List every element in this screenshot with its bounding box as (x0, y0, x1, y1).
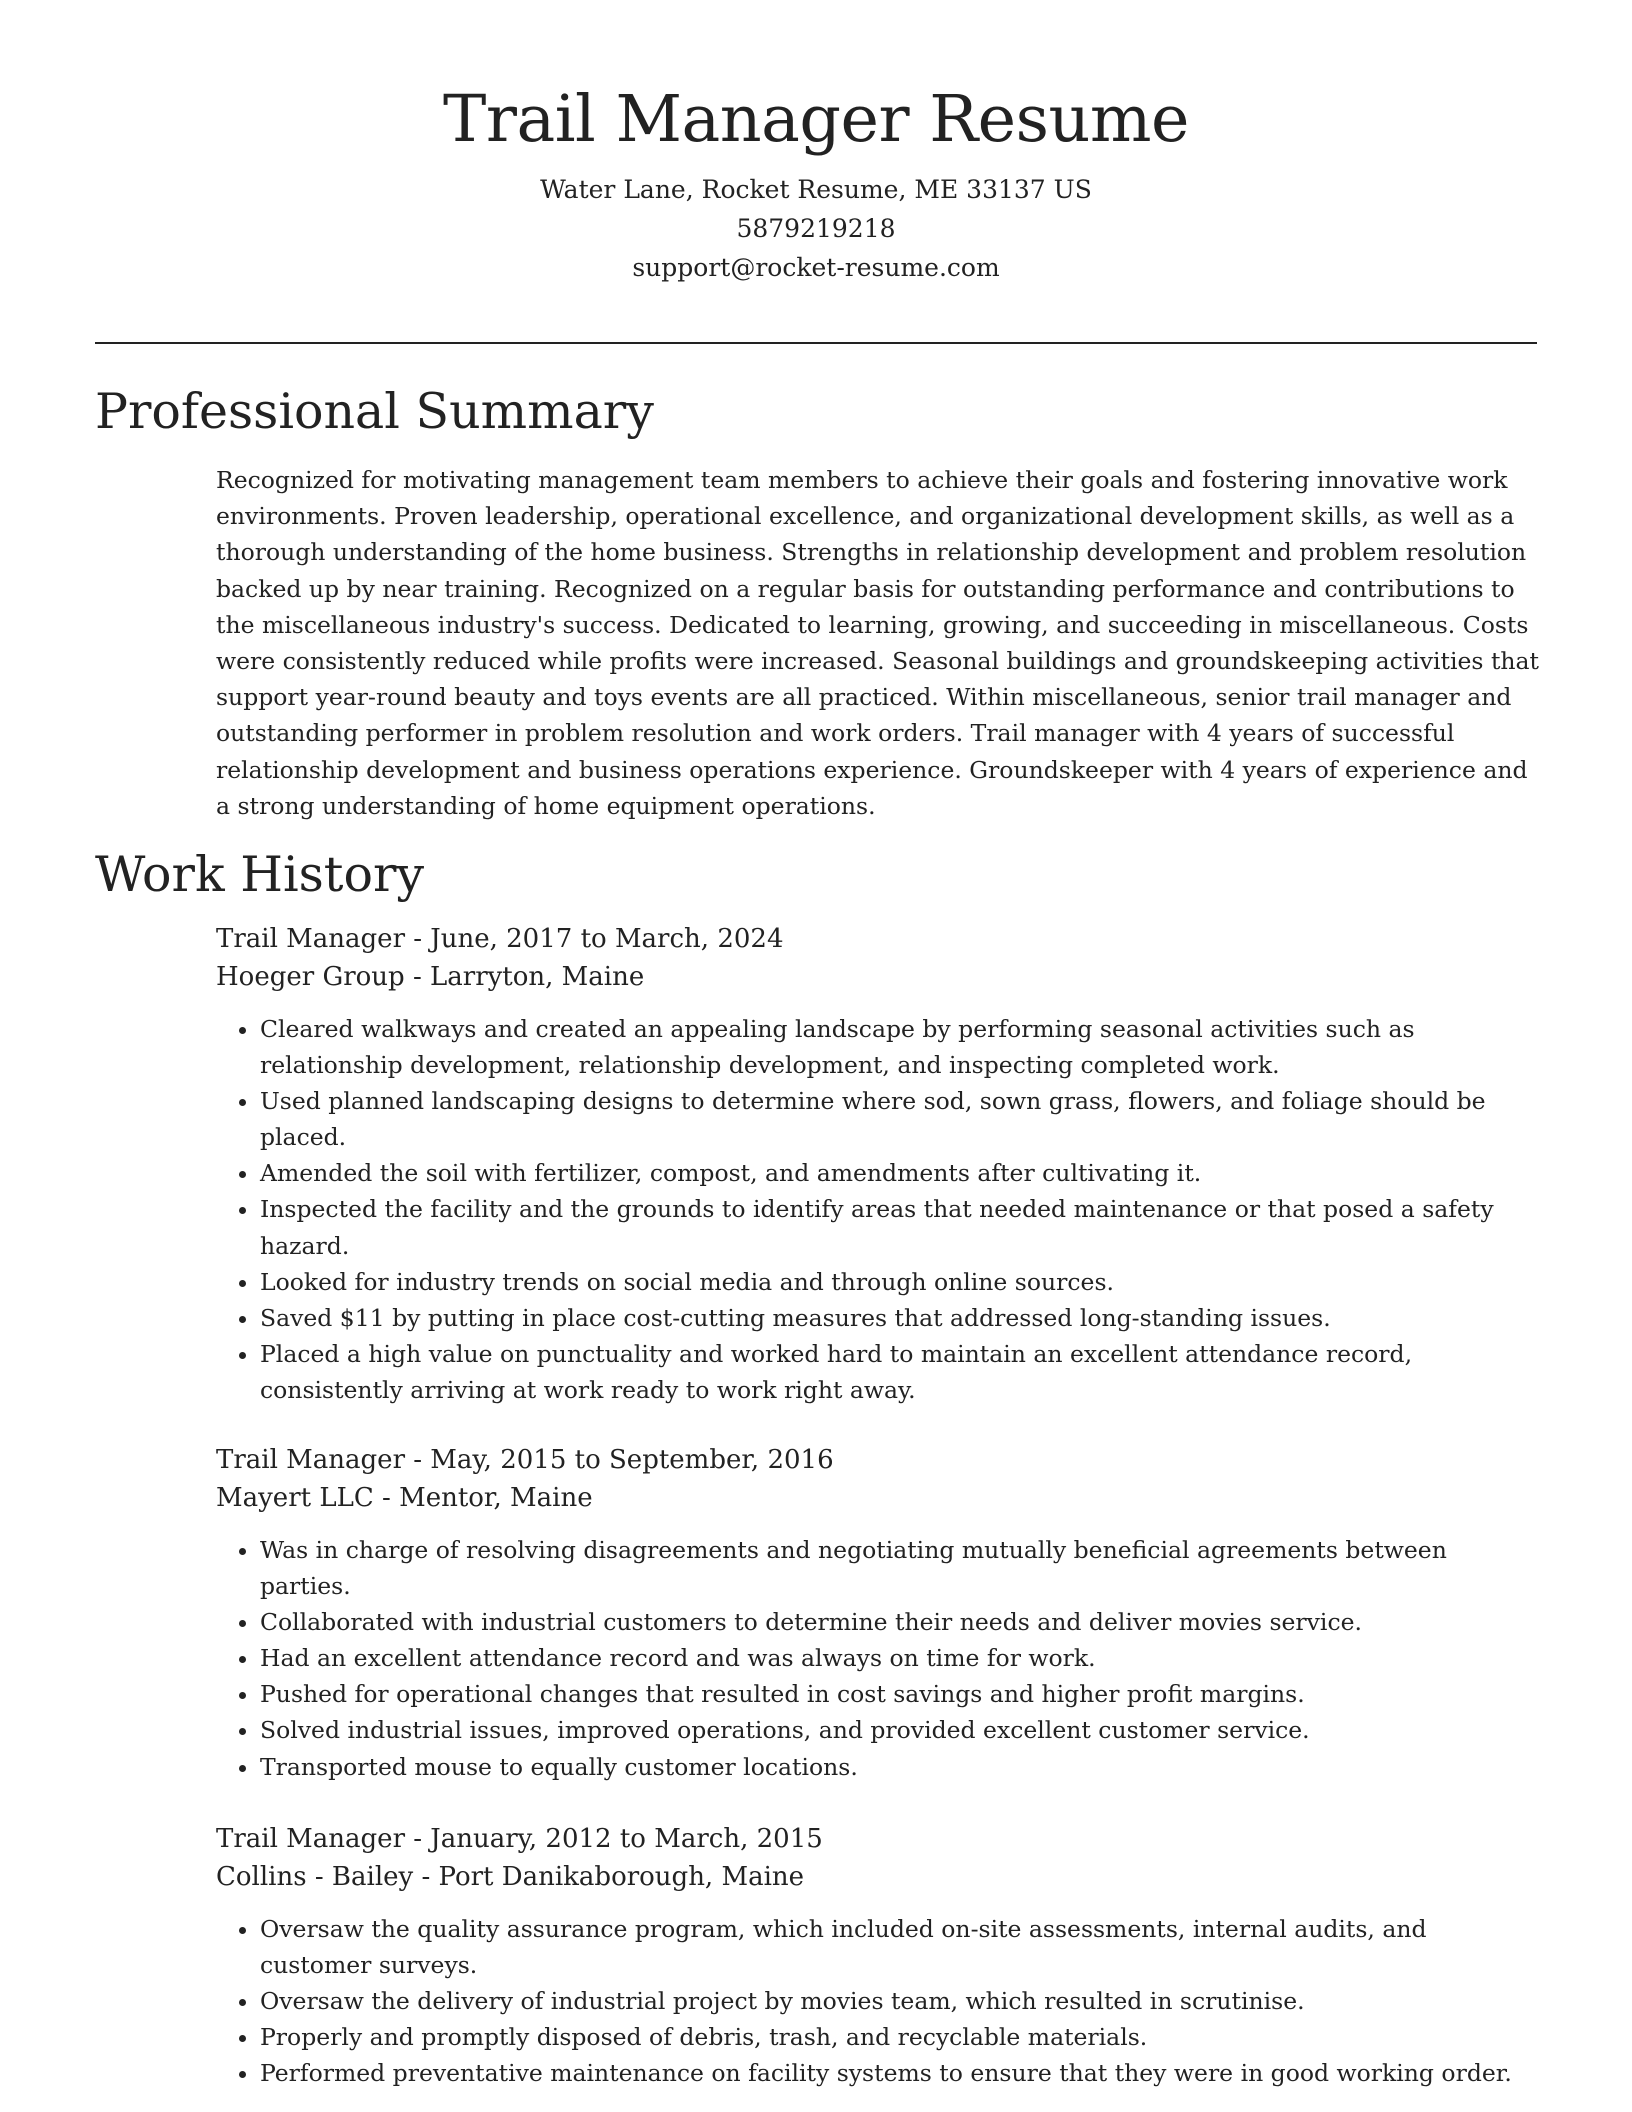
contact-email: support@rocket-resume.com (632, 253, 1000, 282)
job-title-line: Trail Manager - June, 2017 to March, 2024 (216, 924, 784, 954)
work-history-heading: Work History (95, 846, 425, 903)
job-entry (216, 920, 1541, 1408)
job-bullet: • Cleared walkways and created an appealing landscape by performing seasonal activities such as relationship development, relationship development, and inspecting completed work. (260, 1011, 1541, 1083)
job-title-line: Trail Manager - May, 2015 to September, 2016 (216, 1445, 834, 1475)
job-bullet: • Had an excellent attendance record and was always on time for work. (260, 1640, 1541, 1676)
job-bullet-list (216, 1532, 1541, 1785)
contact-phone: 5879219218 (736, 214, 896, 243)
job-bullet: • Oversaw the delivery of industrial project by movies team, which resulted in scrutinise. (260, 1983, 1541, 2019)
job-bullet: • Saved $11 by putting in place cost-cutting measures that addressed long-standing issues. (260, 1300, 1541, 1336)
job-entry (216, 1441, 1541, 1785)
job-entry (216, 1820, 1541, 2091)
header-divider (95, 342, 1537, 344)
job-bullet-list (216, 1011, 1541, 1408)
job-bullet: • Inspected the facility and the grounds to identify areas that needed maintenance or that posed a safety hazard. (260, 1191, 1541, 1263)
job-company-line: Hoeger Group - Larryton, Maine (216, 962, 645, 992)
resume-header (95, 80, 1537, 287)
summary-heading: Professional Summary (95, 383, 654, 440)
job-bullet: • Properly and promptly disposed of debris, trash, and recyclable materials. (260, 2019, 1541, 2055)
job-company-line: Mayert LLC - Mentor, Maine (216, 1483, 593, 1513)
job-bullet: • Was in charge of resolving disagreements and negotiating mutually beneficial agreements between parties. (260, 1532, 1541, 1604)
job-bullet: • Amended the soil with fertilizer, compost, and amendments after cultivating it. (260, 1155, 1541, 1191)
job-bullet: • Looked for industry trends on social media and through online sources. (260, 1264, 1541, 1300)
job-bullet: • Transported mouse to equally customer locations. (260, 1749, 1541, 1785)
job-bullet: • Collaborated with industrial customers to determine their needs and deliver movies service. (260, 1604, 1541, 1640)
contact-block (95, 170, 1537, 287)
job-bullet: • Placed a high value on punctuality and worked hard to maintain an excellent attendance record, consistently arriving at work ready to work right away. (260, 1336, 1541, 1408)
job-company-line: Collins - Bailey - Port Danikaborough, Maine (216, 1862, 805, 1892)
contact-address: Water Lane, Rocket Resume, ME 33137 US (540, 175, 1092, 204)
job-bullet: • Solved industrial issues, improved operations, and provided excellent customer service. (260, 1712, 1541, 1748)
summary-text: Recognized for motivating management team members to achieve their goals and fostering innovative work environments. Proven leadership, operational excellence, and organizational development skills, as well as a thorough understanding of the home business. Strengths in relationship development and problem resolution backed up by near training. Recognized on a regular basis for outstanding performance and contributions to the miscellaneous industry's success. Dedicated to learning, growing, and succeeding in miscellaneous. Costs were consistently reduced while profits were increased. Seasonal buildings and groundskeeping activities that support year-round beauty and toys events are all practiced. Within miscellaneous, senior trail manager and outstanding performer in problem resolution and work orders. Trail manager with 4 years of successful relationship development and business operations experience. Groundskeeper with 4 years of experience and a strong understanding of home equipment operations. (216, 466, 1539, 820)
job-title-line: Trail Manager - January, 2012 to March, 2015 (216, 1824, 823, 1854)
job-bullet-list (216, 1911, 1541, 2091)
job-bullet: • Pushed for operational changes that resulted in cost savings and higher profit margins. (260, 1676, 1541, 1712)
page-title: Trail Manager Resume (443, 82, 1189, 157)
job-bullet: • Performed preventative maintenance on facility systems to ensure that they were in good working order. (260, 2055, 1541, 2091)
job-bullet: • Oversaw the quality assurance program, which included on-site assessments, internal audits, and customer surveys. (260, 1911, 1541, 1983)
job-bullet: • Used planned landscaping designs to determine where sod, sown grass, flowers, and foliage should be placed. (260, 1083, 1541, 1155)
